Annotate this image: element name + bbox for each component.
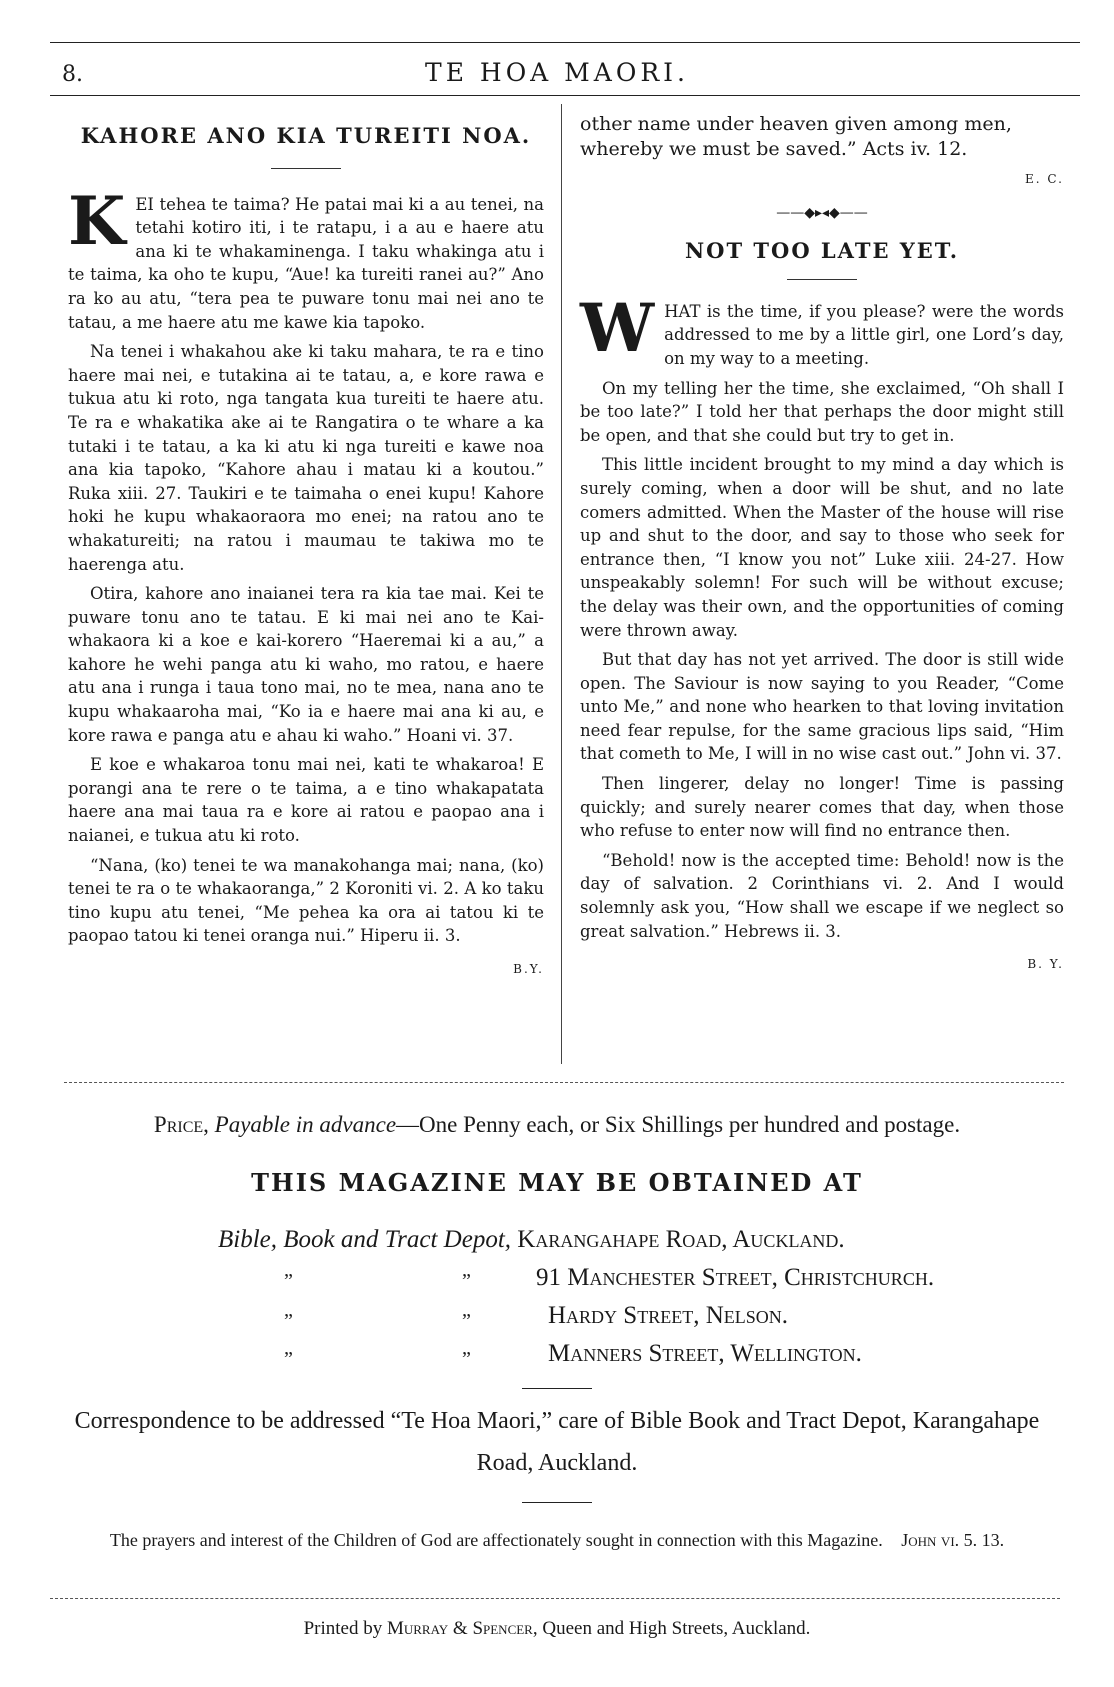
header-rule-bottom <box>50 95 1080 96</box>
short-divider <box>522 1502 592 1503</box>
ditto-mark: ” <box>284 1310 293 1332</box>
left-article-headline: KAHORE ANO KIA TUREITI NOA. <box>80 123 532 148</box>
obtain-heading: THIS MAGAZINE MAY BE OBTAINED AT <box>251 1168 863 1197</box>
ditto-mark: ” <box>284 1348 293 1370</box>
right-paragraph-3: This little incident brought to my mind a day which is surely coming, when a door will be shut, and no late comers admitted. When the Master of the house will rise up and shut to the door, and say to those who seek for entrance then, “I know you not” Luke xiii. 24-27. How unspeakably solemn! For such will be without excuse; the delay was their own, and the opportunities of coming were thrown away. <box>580 455 1064 640</box>
headline-divider <box>271 168 341 169</box>
depot-row-4: Manners Street, Wellington. <box>548 1340 862 1367</box>
ditto-mark: ” <box>284 1270 293 1292</box>
drop-cap: K <box>68 181 126 260</box>
masthead-title: TE HOA MAORI. <box>425 58 689 87</box>
ditto-mark: ” <box>462 1310 471 1332</box>
prayers-note: The prayers and interest of the Children of God are affectionately sought in connection with this Magazine. John vi. 5. 13. <box>109 1530 1005 1550</box>
left-paragraph-1: KEI tehea te taima? He patai mai ki a au tenei, na tetahi kotiro iti, i te ratapu, i a au e haere atu ana ki te whakaminenga. I taku whakinga atu i te taima, ka oho te kupu, “Aue! ka tureiti ranei au?” Ano ra ko au atu, “tera pea te puware tonu mai nei ano te tatau, a me haere atu me kawe kia tapoko. <box>68 181 544 332</box>
left-paragraph-4: E koe e whakaroa tonu mai nei, kati te whakaroa! E porangi ana te rere o te taima, a e tino whakapatata haere ana mai taua ra e kore ai ratou e paopao ana i naianei, e tukua atu ki roto. <box>68 755 544 846</box>
printer-separator <box>50 1598 1060 1599</box>
left-paragraph-2: Na tenei i whakahou ake ki taku mahara, te ra e tino haere mai nei, e tutakina ai te tatau, a, e kore rawa e tukua atu ki roto, nga tangata kua tureiti te haere atu. Te ra e whakatika ake ai te Rangatira o te whare a ka tutaki i te tatau, a ka ki atu ki nga tureiti e kawe noa ana kia tapoko, “Kahore ahau i matau ki a koutou.” Ruka xiii. 27. Taukiri e te taimaha o enei kupu! Kahore hoki he kupu whakaoraora mo enei; na ratou ano te whakatureiti; na ratou i maumau te takiwa mo te haerenga atu. <box>68 342 544 574</box>
left-signature: B.Y. <box>513 962 544 976</box>
continuation-text: other name under heaven given among men, whereby we must be saved.” Acts iv. 12. <box>580 113 1012 160</box>
printer-credit: Printed by Murray & Spencer, Queen and High Streets, Auckland. <box>303 1618 811 1639</box>
previous-signature: E. C. <box>1025 172 1064 186</box>
depot-row-1: Bible, Book and Tract Depot, Karangahape Road, Auckland. <box>218 1226 845 1253</box>
ditto-mark: ” <box>462 1348 471 1370</box>
depot-row-3: Hardy Street, Nelson. <box>548 1302 789 1329</box>
headline-divider <box>787 279 857 280</box>
header-rule <box>50 42 1080 43</box>
page-number: 8. <box>62 62 83 87</box>
right-paragraph-6: “Behold! now is the accepted time: Behold! now is the day of salvation. 2 Corinthians vi. 2. And I would solemnly ask you, “How shall we escape if we neglect so great salvation.” Hebrews ii. 3. <box>580 850 1064 941</box>
column-divider <box>561 104 562 1064</box>
right-signature: B. Y. <box>1027 957 1064 972</box>
right-article <box>580 112 1064 977</box>
ornament-divider: ——◆▸◂◆—— <box>776 204 868 221</box>
ditto-mark: ” <box>462 1270 471 1292</box>
right-article-headline: NOT TOO LATE YET. <box>684 238 960 264</box>
depot-row-2: 91 Manchester Street, Christchurch. <box>536 1264 935 1291</box>
price-line: Price, Payable in advance—One Penny each, or Six Shillings per hundred and postage. <box>153 1112 961 1137</box>
left-paragraph-3: Otira, kahore ano inaianei tera ra kia tae mai. Kei te puware tonu ano te tatau. E ki mai nei ano te Kai-whakaora ki a koe e kai-korero “Haeremai ki a au,” a kahore he wehi panga atu ki waho, mo ratou, e haere atu ana i runga i taua tono mai, no te mea, nana ano te kupu whakaaroha mai, “Ko ia e haere mai ana ki au, e kore rawa e panga atu e ahau ki waho.” Hoani vi. 37. <box>68 584 544 745</box>
right-paragraph-5: Then lingerer, delay no longer! Time is passing quickly; and surely nearer comes that day, when those who refuse to enter now will find no entrance then. <box>580 774 1064 841</box>
right-paragraph-1: WHAT is the time, if you please? were the words addressed to me by a little girl, one Lord’s day, on my way to a meeting. <box>580 288 1064 368</box>
short-divider <box>522 1388 592 1389</box>
left-article <box>68 124 544 982</box>
drop-cap: W <box>580 288 655 367</box>
correspondence-note: Correspondence to be addressed “Te Hoa Maori,” care of Bible Book and Tract Depot, Karangahape Road, Auckland. <box>74 1408 1040 1476</box>
right-paragraph-2: On my telling her the time, she exclaimed, “Oh shall I be too late?” I told her that perhaps the door might still be open, and that she could but try to get in. <box>580 378 1064 445</box>
footer-separator <box>64 1082 1064 1083</box>
right-paragraph-4: But that day has not yet arrived. The door is still wide open. The Saviour is now saying to you Reader, “Come unto Me,” and none who hearken to that loving invitation need fear repulse, for the same gracious lips said, “Him that cometh to Me, I will in no wise cast out.” John vi. 37. <box>580 650 1064 764</box>
left-paragraph-5: “Nana, (ko) tenei te wa manakohanga mai; nana, (ko) tenei te ra o te whakaoranga,” 2 Koroniti vi. 2. A ko taku tino kupu atu tenei, “Me pehea ka ora ai tatou ki te paopao tatou ki tenei oranga nui.” Hiperu ii. 3. <box>68 855 544 946</box>
